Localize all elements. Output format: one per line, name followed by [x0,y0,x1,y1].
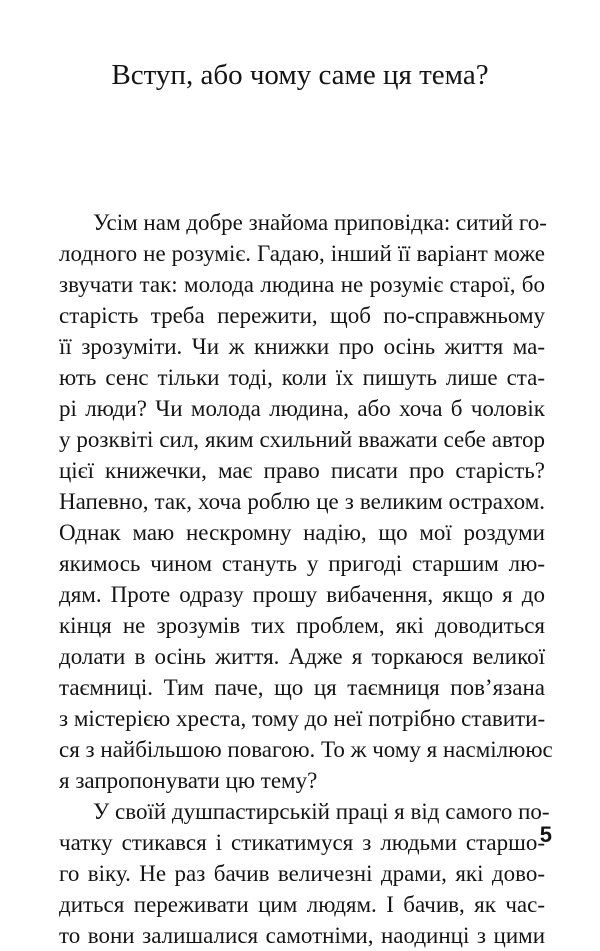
text-line: якимось чином стануть у пригоді старшим лю- [59,551,545,576]
text-line: з містерією хреста, тому до неї потрібно ставити- [59,706,546,731]
paragraph-1 [59,207,553,796]
text-line: я запропонувати цю тему? [59,768,318,793]
text-line: Однак маю нескромну надію, що мої роздуми [59,520,545,545]
text-line: Усім нам добре знайома приповідка: ситий го- [93,210,547,235]
text-line: її зрозуміти. Чи ж книжки про осінь життя ма- [59,334,545,359]
text-line: у розквіті сил, яким схильний вважати себе автор [59,427,545,452]
paragraph-2 [59,796,550,951]
text-line: диться переживати цим людям. І бачив, як час- [59,892,545,917]
text-line: таємниці. Тим паче, що ця таємниця пов’язана [59,675,545,700]
text-line: Напевно, так, хоча роблю це з великим острахом. [59,489,545,514]
text-line: У своїй душпастирській праці я від самого по- [93,799,550,824]
text-line: лодного не розуміє. Гадаю, інший її варіант може [59,241,545,266]
text-line: цієї книжечки, має право писати про старість? [59,458,545,483]
text-line: чатку стикався і стикатимуся з людьми старшо- [59,830,545,855]
body-text [59,207,553,951]
page-number: 5 [539,822,552,847]
text-line: кінця не зрозумів тих проблем, які доводиться [59,613,545,638]
text-line: ся з найбільшою повагою. То ж чому я насмілююс [59,737,553,762]
chapter-title: Вступ, або чому саме ця тема? [111,59,489,91]
text-line: го віку. Не раз бачив величезні драми, які дово- [59,861,545,886]
text-line: ють сенс тільки тоді, коли їх пишуть лише ста- [59,365,545,390]
text-line: звучати так: молода людина не розуміє старої, бо [59,272,545,297]
text-line: то вони залишалися самотніми, наодинці з цими [59,923,545,948]
text-line: долати в осінь життя. Адже я торкаюся великої [59,644,545,669]
text-line: дям. Проте одразу прошу вибачення, якщо я до [59,582,545,607]
text-line: старість треба пережити, щоб по-справжньому [59,303,545,328]
text-line: рі люди? Чи молода людина, або хоча б чоловік [59,396,545,421]
